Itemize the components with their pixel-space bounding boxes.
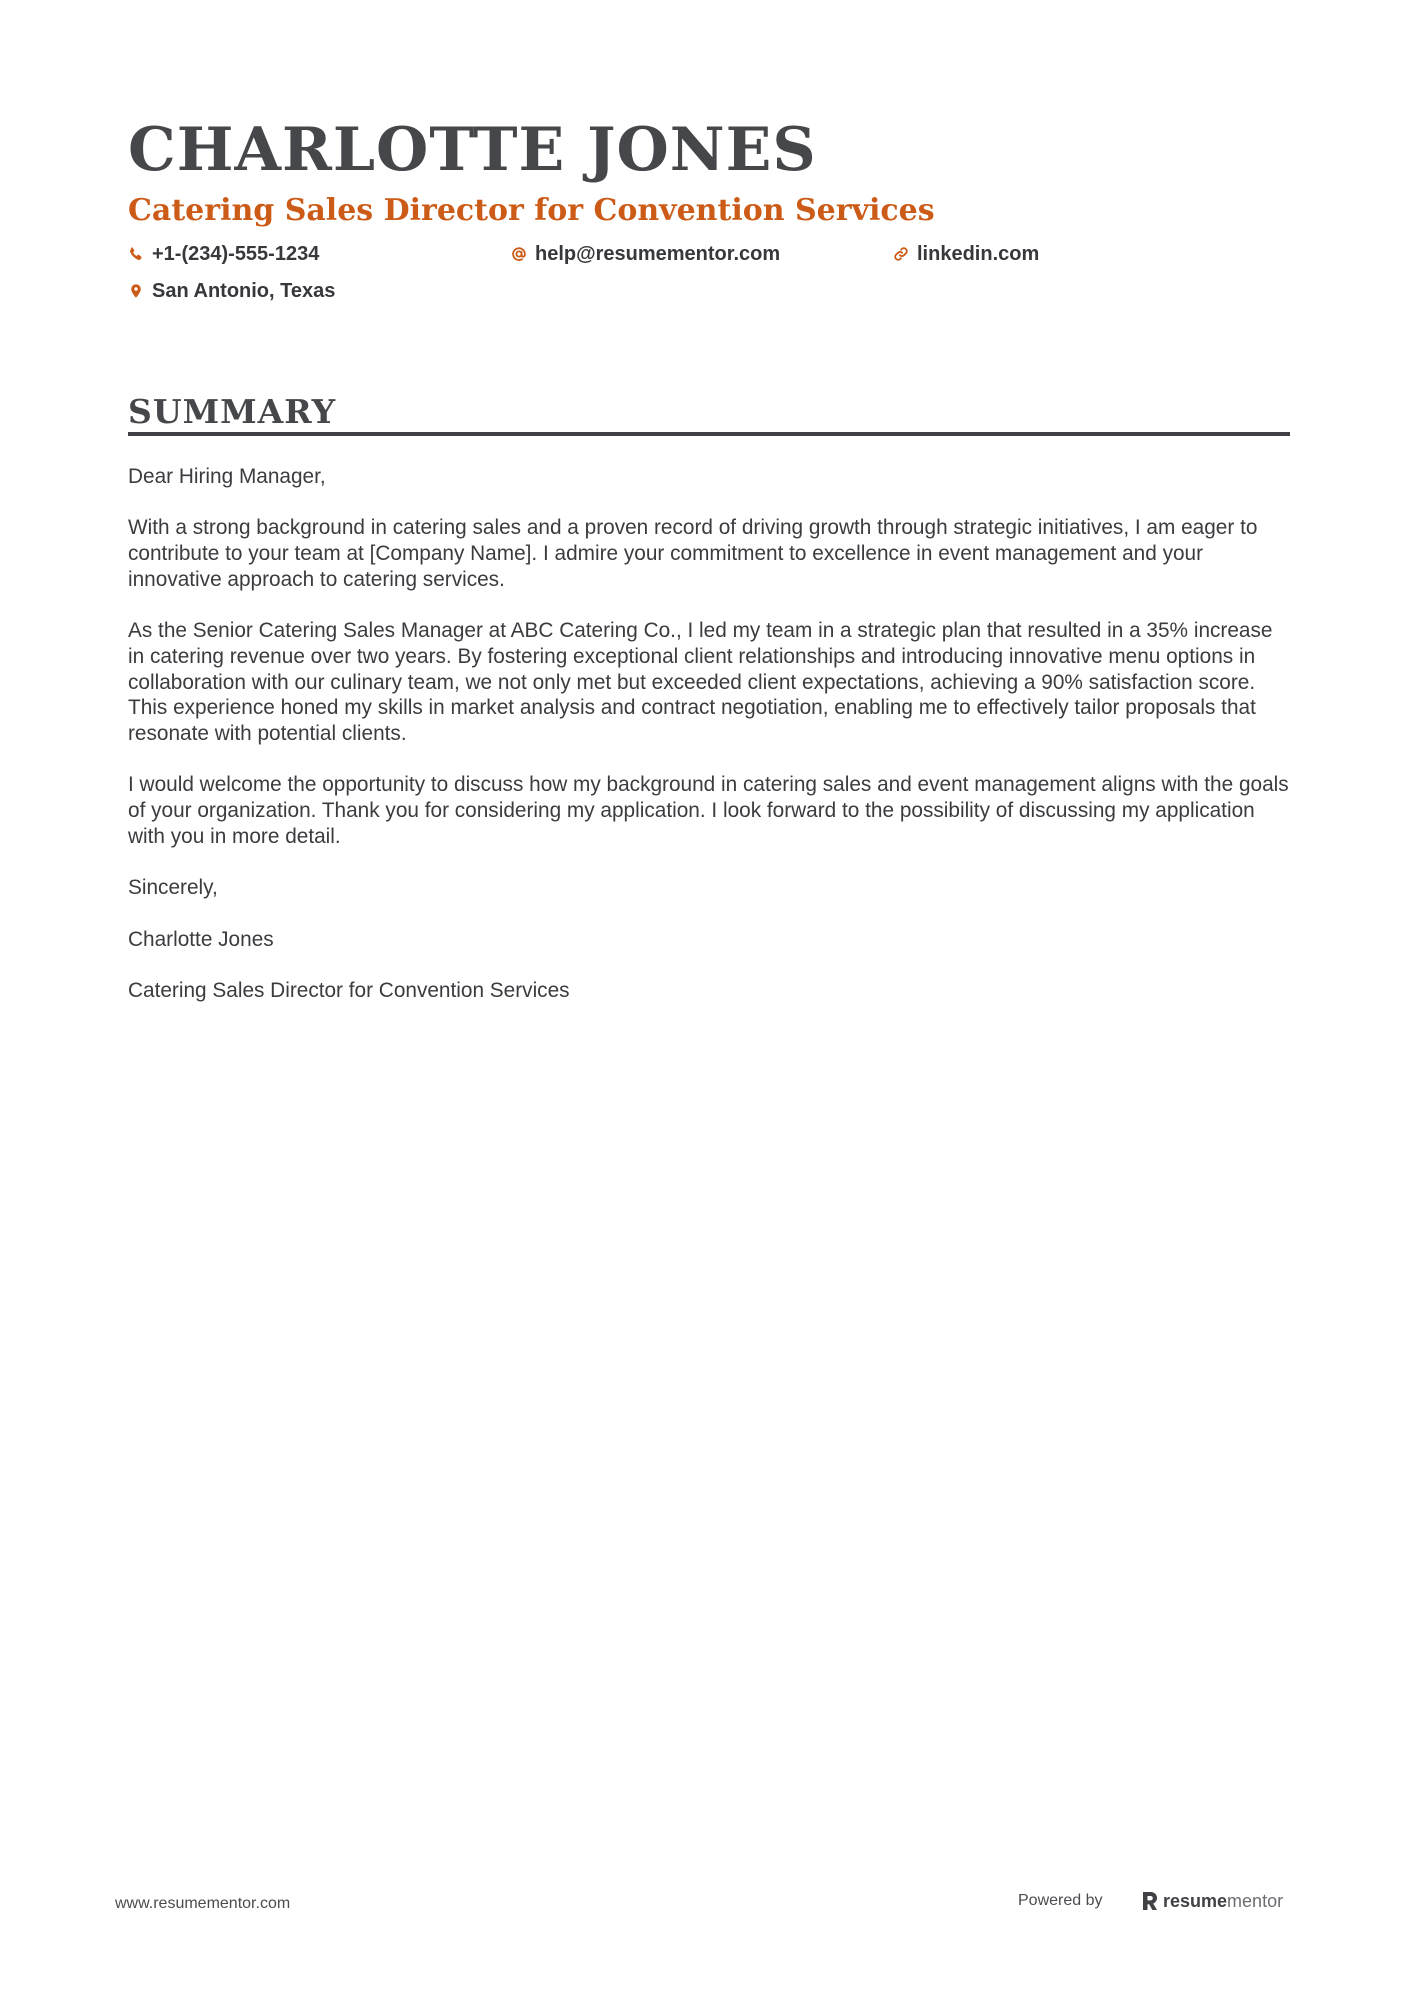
- at-icon: [511, 246, 527, 262]
- letter-paragraph: I would welcome the opportunity to discuss how my background in catering sales and event management aligns with the goals of your organization. Thank you for considering my application. I look forward to the possibility of discussing my application with you in more detail.: [128, 773, 1289, 848]
- contact-location: [128, 276, 335, 306]
- resumementor-logo-icon: [1141, 1890, 1159, 1912]
- contact-phone: [128, 239, 319, 269]
- contact-email[interactable]: [511, 239, 780, 269]
- summary-heading: SUMMARY: [128, 392, 337, 431]
- location-pin-icon: [128, 283, 144, 299]
- link-icon: [893, 246, 909, 262]
- contact-location-text: San Antonio, Texas: [152, 280, 336, 302]
- logo-text-resume: resume: [1163, 1890, 1228, 1911]
- job-title: Catering Sales Director for Convention Services: [128, 193, 935, 228]
- letter-paragraph: As the Senior Catering Sales Manager at ABC Catering Co., I led my team in a strategic plan that resulted in a 35% increase in catering revenue over two years. By fostering exceptional client relationships and introducing innovative menu options in collaboration with our culinary team, we not only met but exceeded client expectations, achieving a 90% satisfaction score. This experience honed my skills in market analysis and contract negotiation, enabling me to effectively tailor proposals that resonate with potential clients.: [128, 619, 1273, 745]
- contact-website-text: linkedin.com: [917, 243, 1040, 265]
- letter-body: [128, 464, 1293, 1029]
- logo-text-mentor: mentor: [1227, 1890, 1284, 1911]
- candidate-name: CHARLOTTE JONES: [128, 115, 817, 185]
- resumementor-logo[interactable]: [1141, 1889, 1283, 1913]
- letter-signature-title: Catering Sales Director for Convention Services: [128, 978, 570, 1002]
- footer-powered-by: Powered by: [1018, 1892, 1103, 1909]
- phone-icon: [128, 246, 144, 262]
- contact-email-text: help@resumementor.com: [535, 243, 781, 265]
- footer-url[interactable]: www.resumementor.com: [115, 1895, 291, 1912]
- section-divider: [128, 432, 1290, 436]
- contact-website[interactable]: [893, 239, 1039, 269]
- letter-paragraph: With a strong background in catering sales and a proven record of driving growth through strategic initiatives, I am eager to contribute to your team at [Company Name]. I admire your commitment to excellence in event management and your innovative approach to catering services.: [128, 516, 1258, 591]
- letter-signature-name: Charlotte Jones: [128, 927, 274, 951]
- letter-closing: Sincerely,: [128, 876, 218, 900]
- letter-salutation: Dear Hiring Manager,: [128, 465, 326, 488]
- contact-phone-text: +1-(234)-555-1234: [152, 243, 320, 265]
